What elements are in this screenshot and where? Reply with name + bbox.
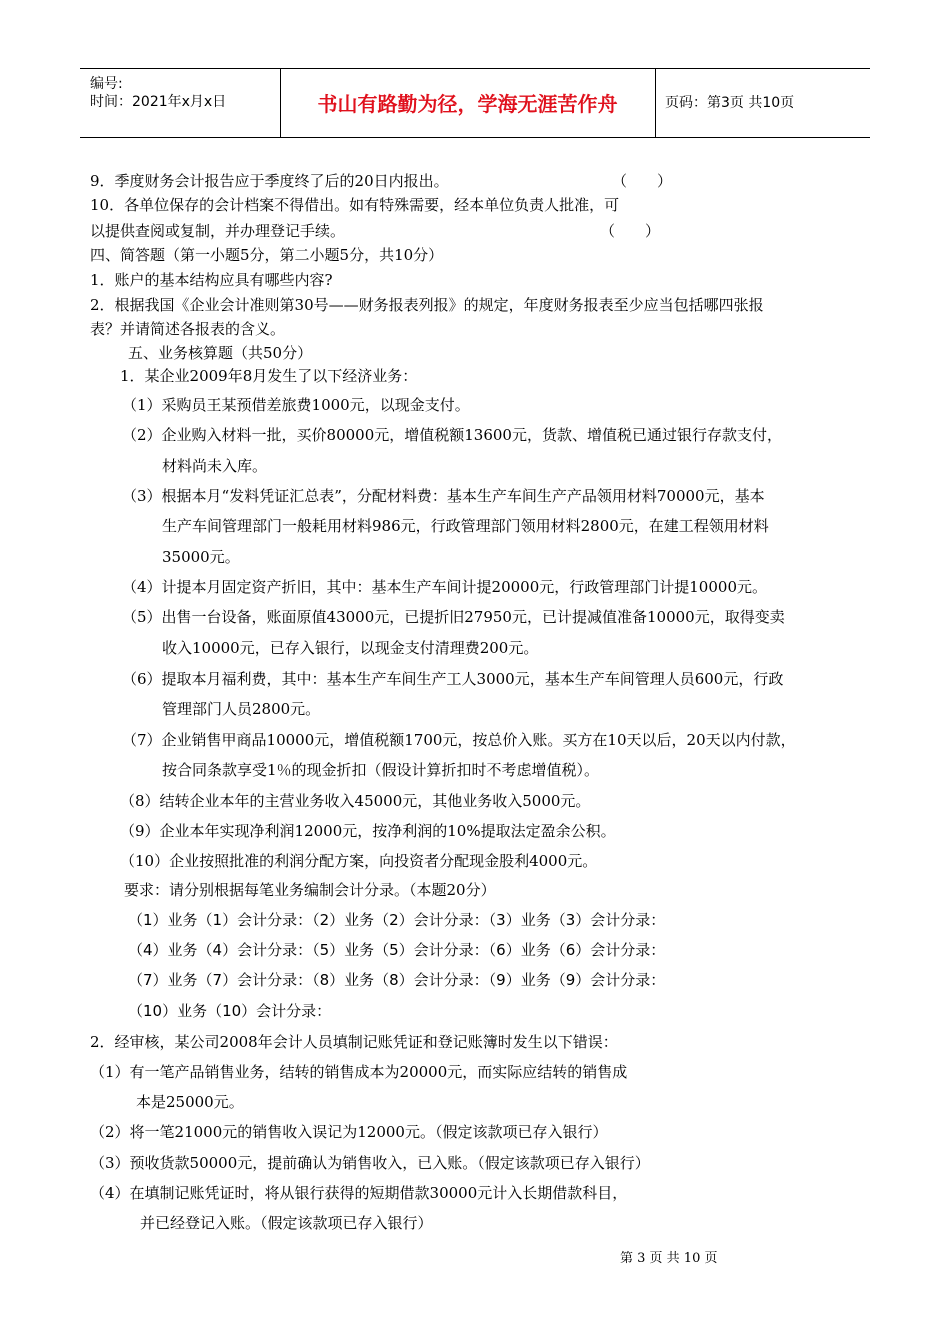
header-divider: [655, 69, 656, 137]
item-line: （7）企业销售甲商品10000元，增值税额1700元，按总价入账。买方在10天以后，20天以内付款，: [122, 731, 796, 749]
item-line: （2）将一笔21000元的销售收入误记为12000元。（假定该款项已存入银行）: [90, 1123, 608, 1141]
question-line: 2．经审核，某公司2008年会计人员填制记账凭证和登记账簿时发生以下错误：: [90, 1033, 618, 1051]
item-line: 并已经登记入账。（假定该款项已存入银行）: [140, 1214, 433, 1232]
item-line: （8）结转企业本年的主营业务收入45000元，其他业务收入5000元。: [120, 792, 591, 810]
section-heading: 五、业务核算题（共50分）: [128, 344, 313, 362]
item-line: （3）根据本月“发料凭证汇总表”，分配材料费：基本生产车间生产产品领用材料70000元，基本: [122, 487, 765, 505]
answer-line: （4）业务（4）会计分录：（5）业务（5）会计分录：（6）业务（6）会计分录：: [128, 941, 666, 959]
text-line: 以提供查阅或复制，并办理登记手续。: [90, 222, 346, 240]
item-line: （1）有一笔产品销售业务，结转的销售成本为20000元，而实际应结转的销售成: [90, 1063, 628, 1081]
page-number: 页码：第3页 共10页: [665, 95, 795, 111]
code-label: 编号:: [90, 76, 123, 92]
text-line: 9．季度财务会计报告应于季度终了后的20日内报出。: [90, 172, 449, 190]
question-line: 1．账户的基本结构应具有哪些内容?: [90, 271, 333, 289]
requirement-line: 要求：请分别根据每笔业务编制会计分录。（本题20分）: [124, 881, 496, 899]
text-line: 10．各单位保存的会计档案不得借出。如有特殊需要，经本单位负责人批准，可: [90, 196, 620, 214]
item-line: 生产车间管理部门一般耗用材料986元，行政管理部门领用材料2800元，在建工程领用材料: [162, 517, 769, 535]
question-line: 2．根据我国《企业会计准则第30号——财务报表列报》的规定，年度财务报表至少应当包括哪四张报: [90, 296, 764, 314]
item-line: 收入10000元，已存入银行，以现金支付清理费200元。: [162, 639, 539, 657]
answer-line: （1）业务（1）会计分录：（2）业务（2）会计分录：（3）业务（3）会计分录：: [128, 911, 666, 929]
item-line: 按合同条款享受1％的现金折扣（假设计算折扣时不考虑增值税）。: [162, 761, 600, 779]
answer-blank: （ ）: [600, 222, 661, 240]
question-line: 1．某企业2009年8月发生了以下经济业务：: [120, 367, 418, 385]
item-line: 材料尚未入库。: [162, 457, 268, 475]
item-line: （6）提取本月福利费，其中：基本生产车间生产工人3000元，基本生产车间管理人员600元，行政: [122, 670, 784, 688]
item-line: （3）预收货款50000元，提前确认为销售收入，已入账。（假定该款项已存入银行）: [90, 1154, 650, 1172]
item-line: （5）出售一台设备，账面原值43000元，已提折旧27950元，已计提减值准备10000元，取得变卖: [122, 608, 785, 626]
item-line: （1）采购员王某预借差旅费1000元，以现金支付。: [122, 396, 470, 414]
item-line: 本是25000元。: [136, 1093, 244, 1111]
item-line: （4）在填制记账凭证时，将从银行获得的短期借款30000元计入长期借款科目，: [90, 1184, 628, 1202]
answer-blank: （ ）: [612, 172, 673, 190]
item-line: 管理部门人员2800元。: [162, 700, 321, 718]
item-line: （9）企业本年实现净利润12000元，按净利润的10%提取法定盈余公积。: [120, 822, 616, 840]
date-label: 时间：2021年x月x日: [90, 94, 227, 110]
motto: 书山有路勤为径，学海无涯苦作舟: [317, 92, 618, 116]
question-line: 表？并请简述各报表的含义。: [90, 320, 286, 338]
item-line: （2）企业购入材料一批，买价80000元，增值税额13600元，货款、增值税已通过银行存款支付，: [122, 426, 782, 444]
answer-line: （7）业务（7）会计分录：（8）业务（8）会计分录：（9）业务（9）会计分录：: [128, 971, 666, 989]
page-header: [80, 68, 870, 138]
item-line: （10）企业按照批准的利润分配方案，向投资者分配现金股利4000元。: [120, 852, 598, 870]
item-line: 35000元。: [162, 548, 240, 566]
page-footer: 第 3 页 共 10 页: [620, 1251, 718, 1266]
item-line: （4）计提本月固定资产折旧，其中：基本生产车间计提20000元，行政管理部门计提10000元。: [122, 578, 767, 596]
section-heading: 四、简答题（第一小题5分，第二小题5分，共10分）: [90, 246, 444, 264]
answer-line: （10）业务（10）会计分录：: [128, 1002, 332, 1020]
